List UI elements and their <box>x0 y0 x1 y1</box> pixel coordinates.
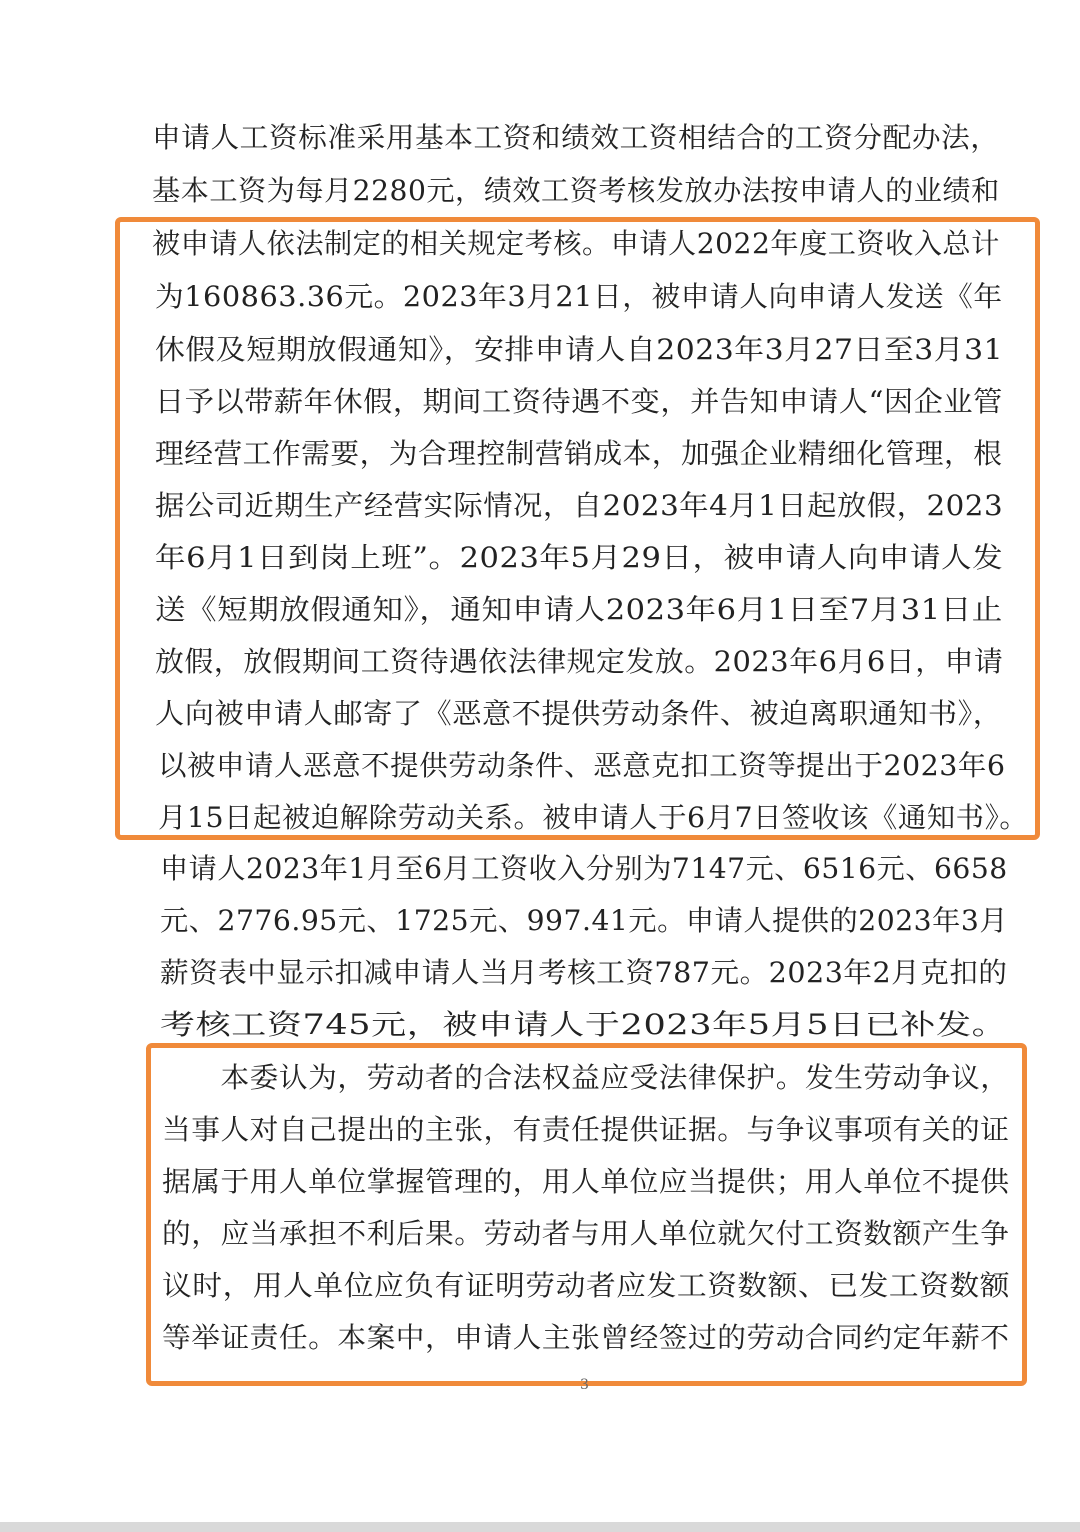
text-line: 人向被申请人邮寄了《恶意不提供劳动条件、被迫离职通知书》， <box>155 697 1003 730</box>
page-number: 3 <box>580 1377 589 1393</box>
text-line: 放假，放假期间工资待遇依法律规定发放。2023年6月6日，申请 <box>155 645 1004 678</box>
text-line: 等举证责任。本案中，申请人主张曾经签过的劳动合同约定年薪不 <box>162 1321 1010 1354</box>
text-line: 休假及短期放假通知》，安排申请人自2023年3月27日至3月31 <box>155 333 1004 366</box>
text-line: 薪资表中显示扣减申请人当月考核工资787元。2023年2月克扣的 <box>160 956 1008 989</box>
text-line: 为160863.36元。2023年3月21日，被申请人向申请人发送《年 <box>155 280 1003 313</box>
text-line: 议时，用人单位应负有证明劳动者应发工资数额、已发工资数额 <box>162 1269 1011 1302</box>
text-line: 送《短期放假通知》，通知申请人2023年6月1日至7月31日止 <box>155 593 1003 626</box>
text-line: 元、2776.95元、1725元、997.41元。申请人提供的2023年3月 <box>160 904 1009 937</box>
text-line: 理经营工作需要，为合理控制营销成本，加强企业精细化管理，根 <box>155 437 1003 470</box>
text-line: 以被申请人恶意不提供劳动条件、恶意克扣工资等提出于2023年6 <box>158 749 1006 782</box>
text-line: 基本工资为每月2280元，绩效工资考核发放办法按申请人的业绩和 <box>152 174 1000 207</box>
text-line: 月15日起被迫解除劳动关系。被申请人于6月7日签收该《通知书》。 <box>158 801 1029 834</box>
text-line: 本委认为，劳动者的合法权益应受法律保护。发生劳动争议， <box>162 1061 1010 1094</box>
text-line: 申请人2023年1月至6月工资收入分别为7147元、6516元、6658 <box>160 852 1008 885</box>
text-line: 申请人工资标准采用基本工资和绩效工资相结合的工资分配办法， <box>152 121 1000 154</box>
text-line: 当事人对自己提出的主张，有责任提供证据。与争议事项有关的证 <box>162 1113 1010 1146</box>
highlight-box-opinion <box>146 1043 1027 1386</box>
text-line: 的，应当承担不利后果。劳动者与用人单位就欠付工资数额产生争 <box>162 1217 1010 1250</box>
text-line: 据属于用人单位掌握管理的，用人单位应当提供；用人单位不提供 <box>162 1165 1010 1198</box>
text-line: 年6月1日到岗上班”。2023年5月29日，被申请人向申请人发 <box>155 541 1004 574</box>
text-line: 被申请人依法制定的相关规定考核。申请人2022年度工资收入总计 <box>152 227 1000 260</box>
text-line: 日予以带薪年休假，期间工资待遇不变，并告知申请人“因企业管 <box>155 385 1003 418</box>
bottom-edge <box>0 1522 1080 1532</box>
highlight-box-facts <box>115 217 1040 840</box>
text-line: 据公司近期生产经营实际情况，自2023年4月1日起放假，2023 <box>155 489 1004 522</box>
text-line: 考核工资745元，被申请人于2023年5月5日已补发。 <box>160 1008 1008 1041</box>
